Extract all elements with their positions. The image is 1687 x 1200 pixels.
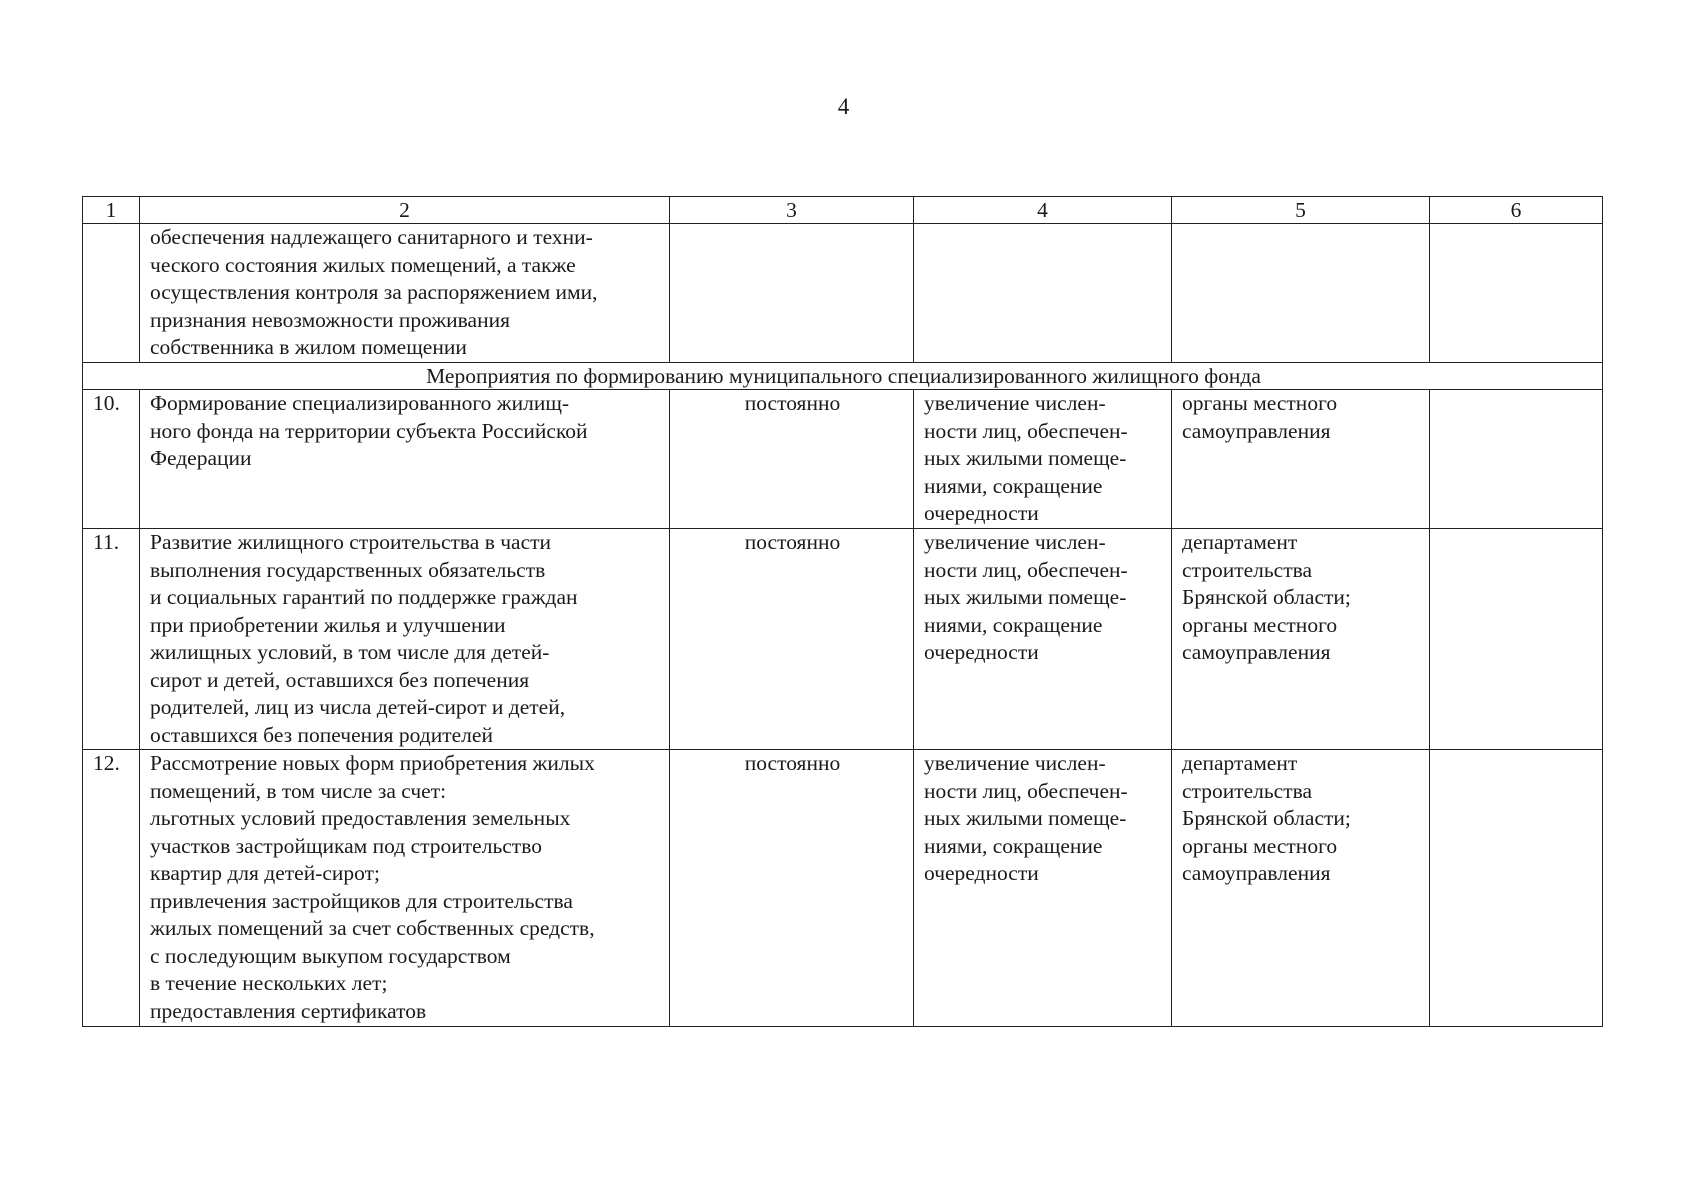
text-line: обеспечения надлежащего санитарного и техни-	[150, 225, 593, 249]
table-row	[83, 529, 1603, 750]
text-line: ческого состояния жилых помещений, а также	[150, 252, 576, 277]
text-line: Рассмотрение новых форм приобретения жилых	[150, 751, 595, 775]
text-line: ниями, сокращение	[924, 833, 1103, 858]
text-line: департамент	[1182, 751, 1298, 775]
text-line: Брянской области;	[1182, 585, 1351, 609]
section-row	[83, 363, 1603, 390]
text-line: самоуправления	[1182, 861, 1331, 885]
text-line: ности лиц, обеспечен-	[924, 778, 1128, 803]
col6-cell	[1430, 750, 1603, 1027]
table-header-row	[83, 197, 1603, 224]
text-line: жилищных условий, в том числе для детей-	[150, 640, 550, 664]
col6-cell	[1430, 390, 1603, 529]
row-number-cell: 12.	[83, 750, 140, 1027]
text-line: увеличение числен-	[924, 530, 1106, 554]
result-cell	[914, 750, 1172, 1027]
measure-cell	[140, 390, 670, 529]
column-header: 3	[670, 197, 914, 224]
text-line: признания невозможности проживания	[150, 307, 510, 332]
text-line: помещений, в том числе за счет:	[150, 778, 447, 803]
text-line: ных жилыми помеще-	[924, 585, 1127, 609]
text-line: ных жилыми помеще-	[924, 446, 1127, 470]
text-line: органы местного	[1182, 612, 1338, 637]
col6-cell	[1430, 224, 1603, 363]
column-header: 2	[140, 197, 670, 224]
text-line: самоуправления	[1182, 418, 1331, 443]
text-line: строительства	[1182, 557, 1313, 582]
text-line: выполнения государственных обязательств	[150, 557, 546, 582]
text-line: ниями, сокращение	[924, 473, 1103, 498]
text-line: департамент	[1182, 530, 1298, 554]
measures-table	[82, 196, 1603, 1027]
result-cell	[914, 529, 1172, 750]
text-line: ности лиц, обеспечен-	[924, 418, 1128, 443]
text-line: очередности	[924, 640, 1039, 664]
text-line: очередности	[924, 861, 1039, 885]
text-line: органы местного	[1182, 833, 1338, 858]
result-cell	[914, 390, 1172, 529]
measure-cell	[140, 529, 670, 750]
term-cell: постоянно	[670, 750, 914, 1027]
text-line: осуществления контроля за распоряжением ими,	[150, 280, 598, 304]
text-line: предоставления сертификатов	[150, 998, 427, 1023]
row-number-cell: 11.	[83, 529, 140, 750]
column-header: 6	[1430, 197, 1603, 224]
text-line: при приобретении жилья и улучшении	[150, 612, 506, 637]
text-line: ных жилыми помеще-	[924, 806, 1127, 830]
result-cell	[914, 224, 1172, 363]
text-line: с последующим выкупом государством	[150, 943, 511, 968]
row-number-cell: 10.	[83, 390, 140, 529]
text-line: увеличение числен-	[924, 751, 1106, 775]
text-line: самоуправления	[1182, 640, 1331, 664]
text-line: органы местного	[1182, 391, 1338, 415]
page-number: 4	[837, 94, 850, 119]
responsible-cell	[1172, 390, 1430, 529]
table-row	[83, 390, 1603, 529]
text-line: в течение нескольких лет;	[150, 971, 388, 995]
text-line: привлечения застройщиков для строительства	[150, 888, 573, 913]
table-row-continuation	[83, 224, 1603, 363]
text-line: очередности	[924, 501, 1039, 525]
text-line: и социальных гарантий по поддержке граждан	[150, 585, 578, 609]
responsible-cell	[1172, 529, 1430, 750]
section-title: Мероприятия по формированию муниципального специализированного жилищного фонда	[83, 363, 1603, 390]
text-line: ниями, сокращение	[924, 612, 1103, 637]
text-line: участков застройщикам под строительство	[150, 833, 542, 858]
column-header: 4	[914, 197, 1172, 224]
text-line: Брянской области;	[1182, 806, 1351, 830]
text-line: ного фонда на территории субъекта Российской	[150, 418, 588, 443]
term-cell: постоянно	[670, 529, 914, 750]
text-line: оставшихся без попечения родителей	[150, 722, 493, 747]
text-line: строительства	[1182, 778, 1313, 803]
text-line: родителей, лиц из числа детей-сирот и детей,	[150, 695, 566, 719]
term-cell	[670, 224, 914, 363]
text-line: Федерации	[150, 446, 252, 470]
measure-cell	[140, 224, 670, 363]
text-line: ности лиц, обеспечен-	[924, 557, 1128, 582]
row-number-cell	[83, 224, 140, 363]
text-line: Формирование специализированного жилищ-	[150, 391, 570, 415]
text-line: льготных условий предоставления земельных	[150, 806, 571, 830]
term-cell: постоянно	[670, 390, 914, 529]
text-line: Развитие жилищного строительства в части	[150, 530, 552, 554]
text-line: жилых помещений за счет собственных средств,	[150, 916, 595, 940]
table-row	[83, 750, 1603, 1027]
text-line: сирот и детей, оставшихся без попечения	[150, 667, 530, 692]
column-header: 1	[83, 197, 140, 224]
measure-cell	[140, 750, 670, 1027]
responsible-cell	[1172, 224, 1430, 363]
col6-cell	[1430, 529, 1603, 750]
text-line: квартир для детей-сирот;	[150, 861, 381, 885]
column-header: 5	[1172, 197, 1430, 224]
text-line: собственника в жилом помещении	[150, 335, 467, 359]
responsible-cell	[1172, 750, 1430, 1027]
text-line: увеличение числен-	[924, 391, 1106, 415]
